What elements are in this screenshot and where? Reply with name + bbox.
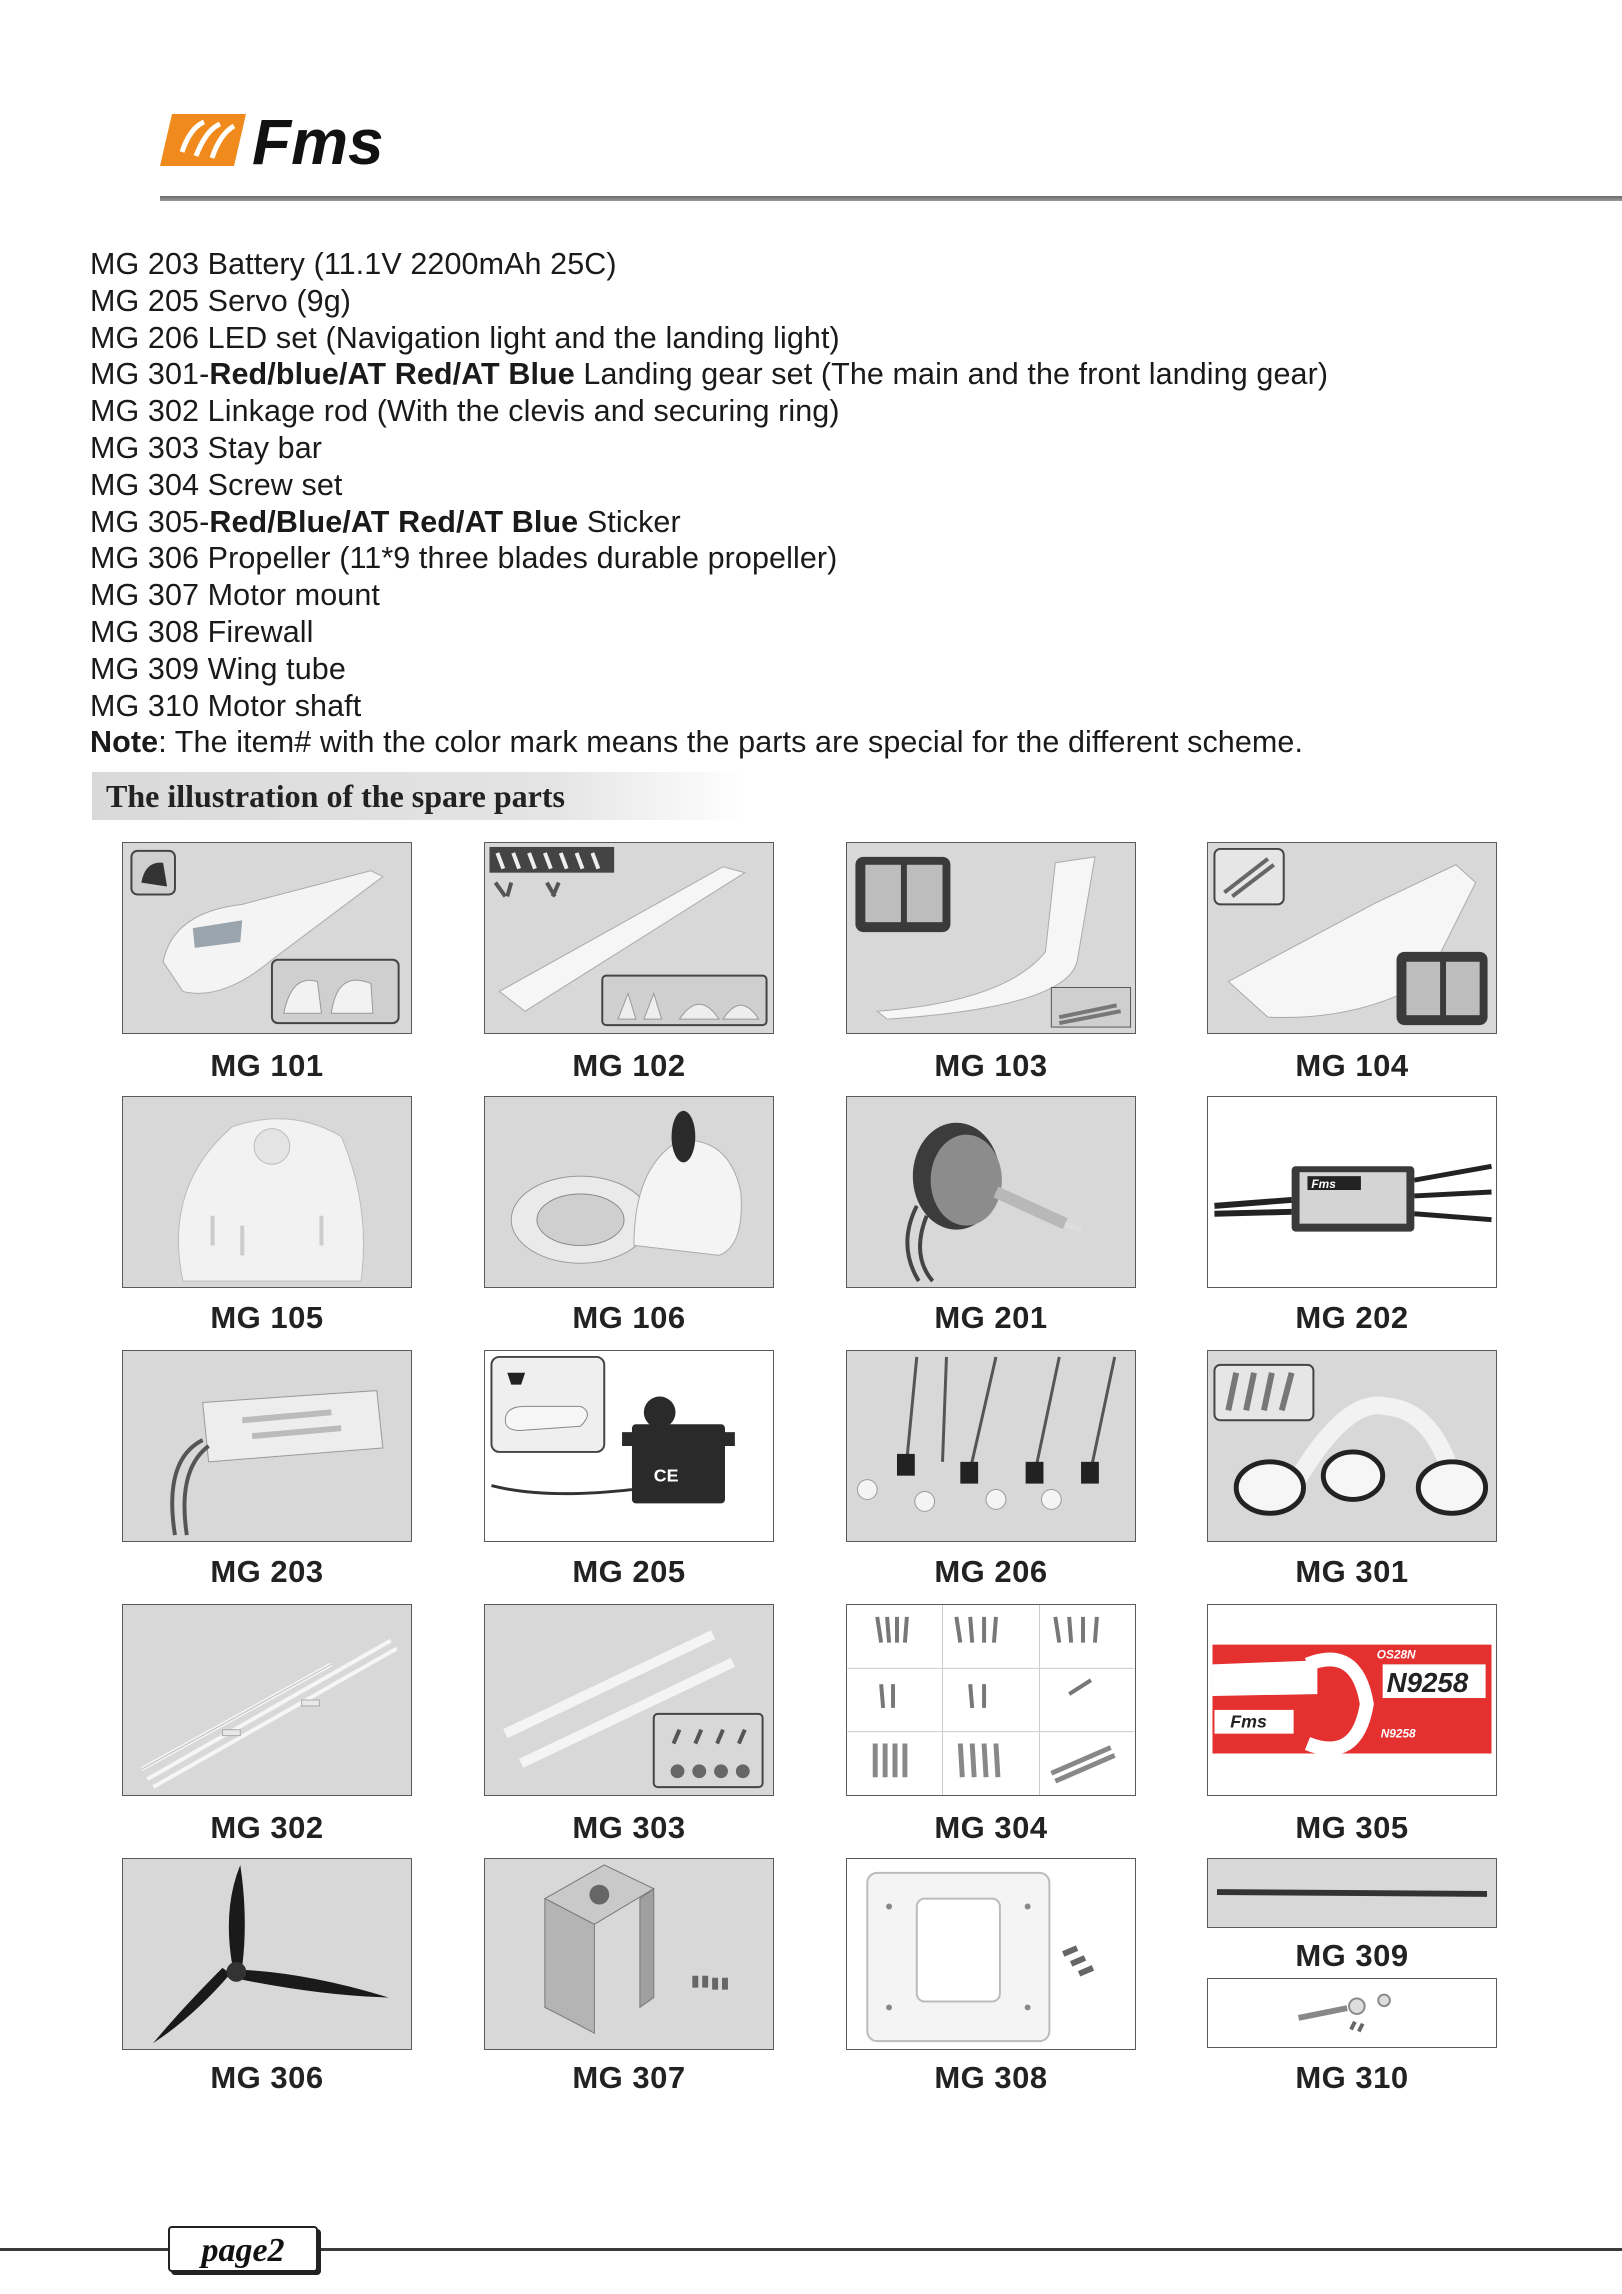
servo-icon xyxy=(485,1351,773,1541)
motor-shaft-icon xyxy=(1208,1979,1496,2047)
motor-icon xyxy=(847,1097,1135,1287)
part-image-mg106 xyxy=(484,1096,774,1288)
list-item: MG 308 Firewall xyxy=(90,614,314,649)
part-label: MG 201 xyxy=(934,1300,1048,1335)
propeller-icon xyxy=(123,1859,411,2049)
vertical-stabilizer-icon xyxy=(847,843,1135,1033)
list-item: MG 307 Motor mount xyxy=(90,578,380,613)
part-image-mg201 xyxy=(846,1096,1136,1288)
part-label: MG 103 xyxy=(934,1048,1048,1083)
part-label: MG 308 xyxy=(934,2060,1048,2095)
part-image-mg104 xyxy=(1207,842,1497,1034)
part-label: MG 310 xyxy=(1295,2060,1409,2095)
list-item: MG 301-Red/blue/AT Red/AT Blue Landing gear set (The main and the front landing gear) xyxy=(90,357,1329,392)
part-label: MG 302 xyxy=(210,1810,324,1845)
firewall-icon xyxy=(847,1859,1135,2049)
header-divider xyxy=(160,196,1622,201)
svg-text:Fms: Fms xyxy=(1311,1177,1336,1192)
svg-text:OS28N: OS28N xyxy=(1376,1647,1416,1662)
fms-logo-mark xyxy=(160,108,480,172)
svg-text:N9258: N9258 xyxy=(1386,1667,1469,1699)
part-image-mg203 xyxy=(122,1350,412,1542)
spinner-icon xyxy=(485,1097,773,1287)
sticker-icon xyxy=(1208,1605,1496,1795)
part-label: MG 306 xyxy=(210,2060,324,2095)
part-image-mg303 xyxy=(484,1604,774,1796)
list-item: MG 304 Screw set xyxy=(90,467,343,502)
list-item: MG 310 Motor shaft xyxy=(90,688,362,723)
part-image-mg202 xyxy=(1207,1096,1497,1288)
parts-list xyxy=(90,246,1610,761)
list-item: MG 203 Battery (11.1V 2200mAh 25C) xyxy=(90,247,617,281)
part-image-mg103 xyxy=(846,842,1136,1034)
led-set-icon xyxy=(847,1351,1135,1541)
page-number-tab xyxy=(168,2226,318,2272)
list-item: MG 303 Stay bar xyxy=(90,430,323,465)
svg-text:Fms: Fms xyxy=(252,108,384,172)
part-image-mg306 xyxy=(122,1858,412,2050)
part-label: MG 101 xyxy=(210,1048,324,1083)
part-label: MG 104 xyxy=(1295,1048,1409,1083)
part-image-mg308 xyxy=(846,1858,1136,2050)
part-image-mg302 xyxy=(122,1604,412,1796)
part-image-mg305 xyxy=(1207,1604,1497,1796)
stay-bar-icon xyxy=(485,1605,773,1795)
part-label: MG 205 xyxy=(572,1554,686,1589)
wing-tube-icon xyxy=(1208,1859,1496,1927)
fuselage-icon xyxy=(123,843,411,1033)
list-item: MG 305-Red/Blue/AT Red/AT Blue Sticker xyxy=(90,504,681,539)
part-image-mg105 xyxy=(122,1096,412,1288)
part-label: MG 106 xyxy=(572,1300,686,1335)
page-number: page2 xyxy=(201,2232,285,2269)
part-image-mg206 xyxy=(846,1350,1136,1542)
part-image-mg102 xyxy=(484,842,774,1034)
cowling-icon xyxy=(123,1097,411,1287)
list-item: MG 205 Servo (9g) xyxy=(90,283,352,318)
list-item: MG 302 Linkage rod (With the clevis and securing ring) xyxy=(90,394,840,429)
horizontal-stabilizer-icon xyxy=(1208,843,1496,1033)
svg-text:N9258: N9258 xyxy=(1380,1726,1416,1741)
note: Note: The item# with the color mark means the parts are special for the different scheme. xyxy=(90,725,1304,760)
part-image-mg309 xyxy=(1207,1858,1497,1928)
part-label: MG 307 xyxy=(572,2060,686,2095)
section-title: The illustration of the spare parts xyxy=(92,772,746,820)
part-label: MG 301 xyxy=(1295,1554,1409,1589)
wing-icon xyxy=(485,843,773,1033)
svg-text:CE: CE xyxy=(653,1465,679,1486)
esc-icon xyxy=(1208,1097,1496,1287)
part-image-mg101 xyxy=(122,842,412,1034)
linkage-rod-icon xyxy=(123,1605,411,1795)
fms-logo xyxy=(160,108,480,172)
part-label: MG 102 xyxy=(572,1048,686,1083)
part-image-mg205 xyxy=(484,1350,774,1542)
part-label: MG 303 xyxy=(572,1810,686,1845)
part-label: MG 206 xyxy=(934,1554,1048,1589)
part-image-mg310 xyxy=(1207,1978,1497,2048)
list-item: MG 306 Propeller (11*9 three blades durable propeller) xyxy=(90,541,838,576)
svg-text:Fms: Fms xyxy=(1230,1711,1267,1732)
part-label: MG 305 xyxy=(1295,1810,1409,1845)
list-item: MG 206 LED set (Navigation light and the landing light) xyxy=(90,320,840,355)
screw-set-icon xyxy=(847,1605,1135,1795)
part-label: MG 309 xyxy=(1295,1938,1409,1973)
part-label: MG 304 xyxy=(934,1810,1048,1845)
battery-icon xyxy=(123,1351,411,1541)
list-item: MG 309 Wing tube xyxy=(90,651,346,686)
part-label: MG 202 xyxy=(1295,1300,1409,1335)
part-label: MG 203 xyxy=(210,1554,324,1589)
part-label: MG 105 xyxy=(210,1300,324,1335)
part-image-mg307 xyxy=(484,1858,774,2050)
part-image-mg301 xyxy=(1207,1350,1497,1542)
landing-gear-icon xyxy=(1208,1351,1496,1541)
motor-mount-icon xyxy=(485,1859,773,2049)
part-image-mg304 xyxy=(846,1604,1136,1796)
